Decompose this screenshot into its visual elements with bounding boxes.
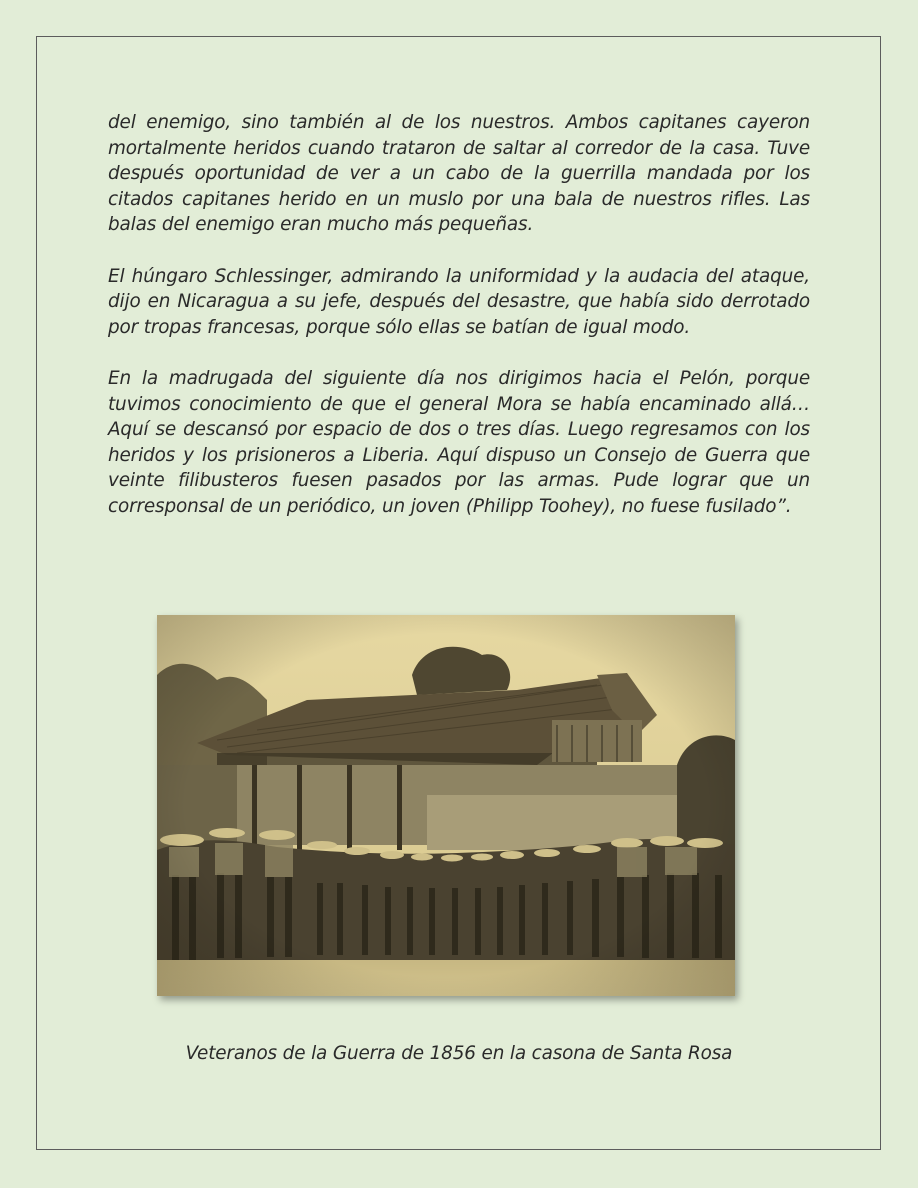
historical-photo (157, 615, 735, 996)
photo-vignette (157, 615, 735, 996)
article-body (108, 110, 810, 520)
photo-caption: Veteranos de la Guerra de 1856 en la casona de Santa Rosa (185, 1043, 733, 1064)
paragraph-3: En la madrugada del siguiente día nos dirigimos hacia el Pelón, porque tuvimos conocimiento de que el general Mora se había encaminado allá…Aquí se descansó por espacio de dos o tres días. Luego regresamos con los heridos y los prisioneros a Liberia. Aquí dispuso un Consejo de Guerra que veinte filibusteros fuesen pasados por las armas. Pude lograr que un corresponsal de un periódico, un joven (Philipp Toohey), no fuese fusilado”. (108, 367, 810, 517)
paragraph-2: El húngaro Schlessinger, admirando la uniformidad y la audacia del ataque, dijo en Nicaragua a su jefe, después del desastre, que había sido derrotado por tropas francesas, porque sólo ellas se batían de igual modo. (108, 265, 810, 338)
paragraph-1: del enemigo, sino también al de los nuestros. Ambos capitanes cayeron mortalmente heridos cuando trataron de saltar al corredor de la casa. Tuve después oportunidad de ver a un cabo de la guerrilla mandada por los citados capitanes herido en un muslo por una bala de nuestros rifles. Las balas del enemigo eran mucho más pequeñas. (108, 112, 810, 236)
photo-illustration (157, 615, 735, 996)
